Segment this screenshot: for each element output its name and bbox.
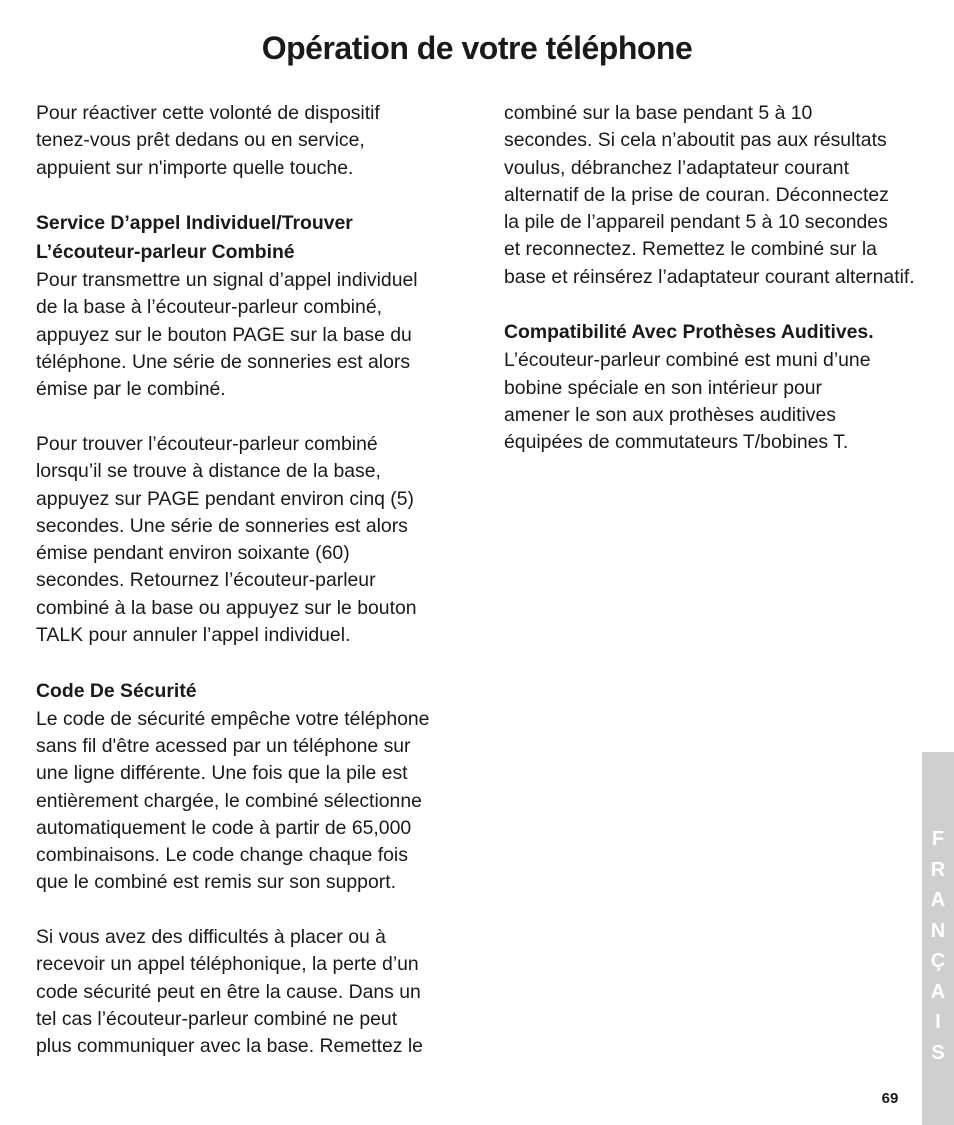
text-line: combinaisons. Le code change chaque fois xyxy=(36,844,408,867)
heading-line: L’écouteur-parleur Combiné xyxy=(36,241,295,264)
text-line: Pour trouver l’écouteur-parleur combiné xyxy=(36,432,378,455)
text-line: recevoir un appel téléphonique, la perte d’un xyxy=(36,953,419,976)
text-line: automatiquement le code à partir de 65,000 xyxy=(36,816,412,839)
text-line: Pour transmettre un signal d’appel individuel xyxy=(36,269,418,292)
hearing-aid-heading: Compatibilité Avec Prothèses Auditives. xyxy=(504,321,874,344)
text-line: appuyez sur le bouton PAGE sur la base du xyxy=(36,323,412,346)
paging-paragraph-2 xyxy=(36,431,456,649)
text-line: lorsqu’il se trouve à distance de la base, xyxy=(36,460,381,483)
text-line: émise pendant environ soixante (60) xyxy=(36,542,350,565)
continued-paragraph xyxy=(504,100,924,291)
text-line: téléphone. Une série de sonneries est alors xyxy=(36,351,411,374)
text-line: et reconnectez. Remettez le combiné sur la xyxy=(504,238,877,261)
text-line: plus communiquer avec la base. Remettez le xyxy=(36,1035,423,1058)
tab-letter: Ç xyxy=(930,950,946,972)
text-line: Si vous avez des difficultés à placer ou à xyxy=(36,926,386,949)
security-heading: Code De Sécurité xyxy=(36,679,197,702)
heading-line: Service D’appel Individuel/Trouver xyxy=(36,212,353,235)
text-line: sans fil d'être acessed par un téléphone sur xyxy=(36,734,411,757)
text-line: combiné à la base ou appuyez sur le bouton xyxy=(36,596,417,619)
right-column xyxy=(504,100,924,457)
text-line: tenez-vous prêt dedans ou en service, xyxy=(36,129,365,152)
text-line: Pour réactiver cette volonté de dispositif xyxy=(36,102,380,124)
text-line: équipées de commutateurs T/bobines T. xyxy=(504,431,849,454)
left-column xyxy=(36,100,456,1061)
text-line: amener le son aux prothèses auditives xyxy=(504,403,836,426)
text-line: tel cas l’écouteur-parleur combiné ne peut xyxy=(36,1007,398,1030)
text-line: que le combiné est remis sur son support. xyxy=(36,871,396,894)
text-line: de la base à l’écouteur-parleur combiné, xyxy=(36,296,383,319)
paging-heading xyxy=(36,209,456,267)
text-line: secondes. Retournez l’écouteur-parleur xyxy=(36,569,376,592)
text-line: voulus, débranchez l’adaptateur courant xyxy=(504,156,849,179)
page-number: 69 xyxy=(881,1090,899,1107)
text-line: Le code de sécurité empêche votre téléphone xyxy=(36,707,430,730)
tab-letter: R xyxy=(930,858,946,881)
language-label xyxy=(922,824,954,1068)
hearing-aid-paragraph xyxy=(504,347,924,456)
tab-letter: S xyxy=(931,1041,945,1064)
text-line: entièrement chargée, le combiné sélectionne xyxy=(36,789,422,812)
tab-letter: I xyxy=(935,1011,941,1033)
security-paragraph-2 xyxy=(36,924,456,1060)
tab-letter: A xyxy=(930,889,946,911)
text-line: combiné sur la base pendant 5 à 10 xyxy=(504,102,813,124)
text-line: une ligne différente. Une fois que la pile est xyxy=(36,762,408,785)
text-line: émise par le combiné. xyxy=(36,378,226,401)
intro-paragraph xyxy=(36,100,456,182)
text-line: secondes. Si cela n’aboutit pas aux résultats xyxy=(504,129,887,152)
text-line: appuyez sur PAGE pendant environ cinq (5) xyxy=(36,487,414,510)
paging-paragraph-1 xyxy=(36,267,456,403)
text-line: secondes. Une série de sonneries est alors xyxy=(36,514,408,537)
text-line: appuient sur n'importe quelle touche. xyxy=(36,156,354,179)
page-title: Opération de votre téléphone xyxy=(261,30,693,66)
text-line: code sécurité peut en être la cause. Dans un xyxy=(36,980,421,1003)
text-line: bobine spéciale en son intérieur pour xyxy=(504,376,823,399)
text-line: L’écouteur-parleur combiné est muni d’une xyxy=(504,349,871,372)
text-line: base et réinsérez l’adaptateur courant alternatif. xyxy=(504,265,915,288)
security-paragraph-1 xyxy=(36,706,456,897)
tab-letter: F xyxy=(931,828,945,850)
text-line: alternatif de la prise de couran. Déconnectez xyxy=(504,183,889,206)
text-line: TALK pour annuler l’appel individuel. xyxy=(36,624,351,647)
language-side-tab xyxy=(922,752,954,1125)
tab-letter: N xyxy=(930,919,946,942)
tab-letter: A xyxy=(930,980,946,1003)
text-line: la pile de l’appareil pendant 5 à 10 secondes xyxy=(504,211,888,234)
